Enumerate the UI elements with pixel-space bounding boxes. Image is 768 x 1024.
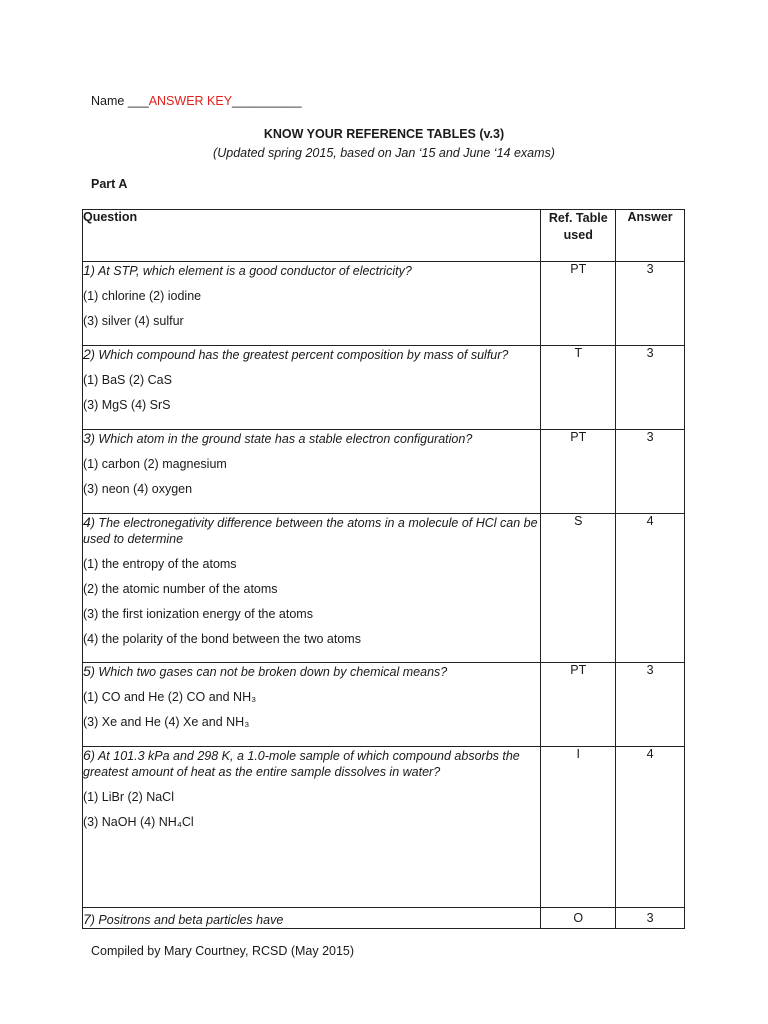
ref-table-cell: S [541,514,616,663]
answer-cell: 3 [616,908,685,929]
answer-option: (1) LiBr (2) NaCl [83,790,174,804]
table-header-row [83,210,685,262]
name-underline: __________ [232,94,302,108]
table-row [83,747,685,908]
answer-option: (3) silver (4) sulfur [83,314,184,328]
answer-cell: 4 [616,514,685,663]
question-text [83,514,540,547]
question-text [83,663,540,680]
page-footer: Compiled by Mary Courtney, RCSD (May 2015) [91,944,355,958]
ref-table-cell: O [541,908,616,929]
column-header-ref-table: Ref. Table used [541,210,616,262]
ref-table-cell: T [541,346,616,430]
table-row [83,346,685,430]
answer-option: (3) MgS (4) SrS [83,398,171,412]
table-row [83,663,685,747]
question-cell [83,747,541,908]
table-row [83,908,685,929]
answer-option: (1) chlorine (2) iodine [83,289,202,303]
answer-cell: 3 [616,346,685,430]
question-number: 1 [83,262,91,278]
page-subtitle: (Updated spring 2015, based on Jan ‘15 and June ‘14 exams) [213,146,555,160]
name-label: Name ___ [91,94,149,108]
ref-table-cell: I [541,747,616,908]
answer-cell: 3 [616,663,685,747]
question-number: 3 [83,430,91,446]
page-title: KNOW YOUR REFERENCE TABLES (v.3) [263,127,505,141]
question-cell [83,663,541,747]
ref-table-cell: PT [541,663,616,747]
answer-option: (1) carbon (2) magnesium [83,457,227,471]
answer-option: (3) neon (4) oxygen [83,482,193,496]
answer-key-label: ANSWER KEY [148,94,233,108]
table-row [83,430,685,514]
answer-cell: 4 [616,747,685,908]
column-header-answer: Answer [616,210,685,262]
question-number: 6 [83,747,91,763]
questions-table [82,209,685,929]
question-prompt: ) At 101.3 kPa and 298 K, a 1.0-mole sample of which compound absorbs the greatest amount of heat as the entire sample dissolves in water? [83,749,520,779]
question-number: 4 [83,514,91,530]
answer-option: (4) the polarity of the bond between the two atoms [83,632,361,646]
question-number: 7 [83,911,91,927]
part-heading: Part A [91,177,128,191]
question-cell [83,346,541,430]
question-cell [83,430,541,514]
question-prompt: ) Which two gases can not be broken down by chemical means? [90,665,448,679]
question-text [83,346,540,363]
name-line [91,94,302,108]
question-cell [83,262,541,346]
question-prompt: ) At STP, which element is a good conductor of electricity? [90,264,412,278]
column-header-question: Question [83,210,541,262]
question-cell [83,908,541,929]
question-text [83,747,540,780]
table-row [83,514,685,663]
answer-option: (1) CO and He (2) CO and NH₃ [83,690,257,704]
question-number: 2 [83,346,91,362]
question-prompt: ) Which atom in the ground state has a stable electron configuration? [90,432,473,446]
answer-option: (3) Xe and He (4) Xe and NH₃ [83,715,250,729]
question-text [83,430,540,447]
question-number: 5 [83,663,91,679]
question-prompt: ) The electronegativity difference between the atoms in a molecule of HCl can be used to determine [83,516,538,546]
answer-cell: 3 [616,262,685,346]
question-text [83,262,540,279]
answer-cell: 3 [616,430,685,514]
answer-option: (3) the first ionization energy of the atoms [83,607,313,621]
table-row [83,262,685,346]
ref-table-cell: PT [541,262,616,346]
question-cell [83,514,541,663]
question-prompt: ) Positrons and beta particles have [90,913,284,927]
answer-option: (1) BaS (2) CaS [83,373,172,387]
answer-option: (2) the atomic number of the atoms [83,582,278,596]
answer-option: (3) NaOH (4) NH₄Cl [83,815,194,829]
question-prompt: ) Which compound has the greatest percent composition by mass of sulfur? [90,348,509,362]
ref-table-cell: PT [541,430,616,514]
question-text [83,911,540,928]
answer-option: (1) the entropy of the atoms [83,557,237,571]
